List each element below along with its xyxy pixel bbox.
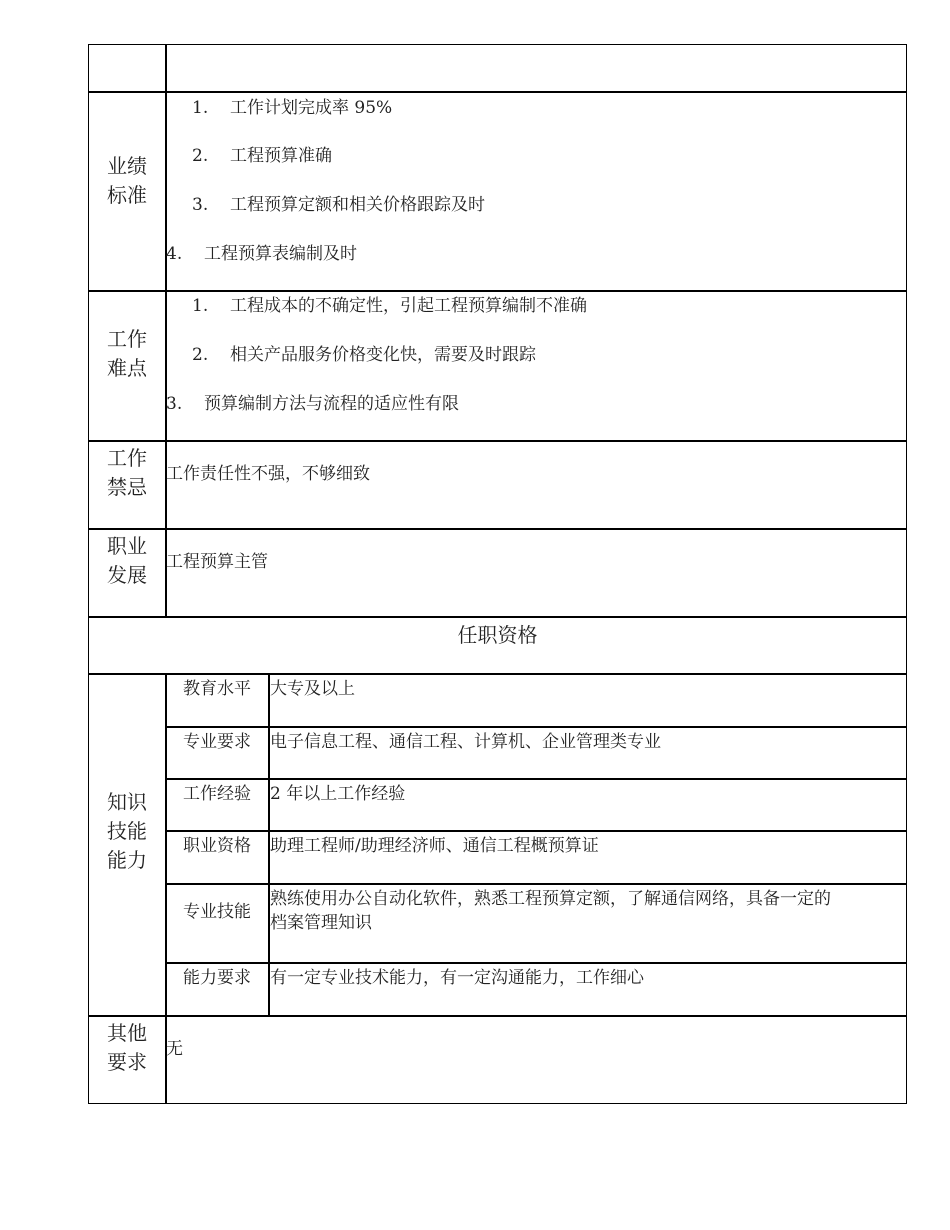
performance-item: 2. 工程预算准确	[192, 146, 332, 166]
difficulties-label: 工作 难点	[107, 327, 147, 380]
row-divider	[88, 616, 907, 618]
performance-item: 4. 工程预算表编制及时	[166, 244, 357, 264]
subrow-divider	[166, 830, 907, 832]
performance-item: 3. 工程预算定额和相关价格跟踪及时	[192, 195, 485, 215]
performance-label: 业绩 标准	[107, 154, 147, 207]
row-divider	[88, 440, 907, 442]
certification-value: 助理工程师/助理经济师、通信工程概预算证	[270, 836, 599, 856]
skills-label: 专业技能	[183, 902, 251, 922]
row-divider	[88, 528, 907, 530]
qualification-heading: 任职资格	[457, 623, 538, 647]
difficulty-item: 1. 工程成本的不确定性，引起工程预算编制不准确	[192, 296, 587, 316]
difficulty-item: 3. 预算编制方法与流程的适应性有限	[166, 394, 459, 414]
subrow-divider	[166, 962, 907, 964]
other-text: 无	[166, 1039, 183, 1059]
education-label: 教育水平	[183, 679, 251, 699]
certification-label: 职业资格	[183, 836, 251, 856]
row-divider	[88, 1015, 907, 1017]
career-label: 职业 发展	[107, 534, 147, 587]
ability-label: 能力要求	[183, 968, 251, 988]
skills-value: 熟练使用办公自动化软件，熟悉工程预算定额，了解通信网络，具备一定的 档案管理知识	[270, 889, 831, 933]
other-label: 其他 要求	[107, 1021, 147, 1074]
ability-value: 有一定专业技术能力，有一定沟通能力，工作细心	[270, 968, 644, 988]
major-value: 电子信息工程、通信工程、计算机、企业管理类专业	[270, 732, 661, 752]
taboos-label: 工作 禁忌	[107, 446, 147, 499]
taboos-text: 工作责任性不强，不够细致	[166, 464, 370, 484]
difficulty-item: 2. 相关产品服务价格变化快，需要及时跟踪	[192, 345, 536, 365]
career-text: 工程预算主管	[166, 552, 268, 572]
job-description-table	[88, 44, 907, 1104]
experience-value: 2 年以上工作经验	[270, 784, 406, 804]
knowledge-label: 知识 技能 能力	[107, 790, 147, 872]
subrow-divider	[166, 726, 907, 728]
row-divider	[88, 91, 907, 93]
subrow-divider	[166, 883, 907, 885]
major-label: 专业要求	[183, 732, 251, 752]
performance-item: 1. 工作计划完成率 95%	[192, 98, 393, 118]
education-value: 大专及以上	[270, 679, 355, 699]
row-divider	[88, 673, 907, 675]
row-divider	[88, 290, 907, 292]
subrow-divider	[166, 778, 907, 780]
experience-label: 工作经验	[183, 784, 251, 804]
